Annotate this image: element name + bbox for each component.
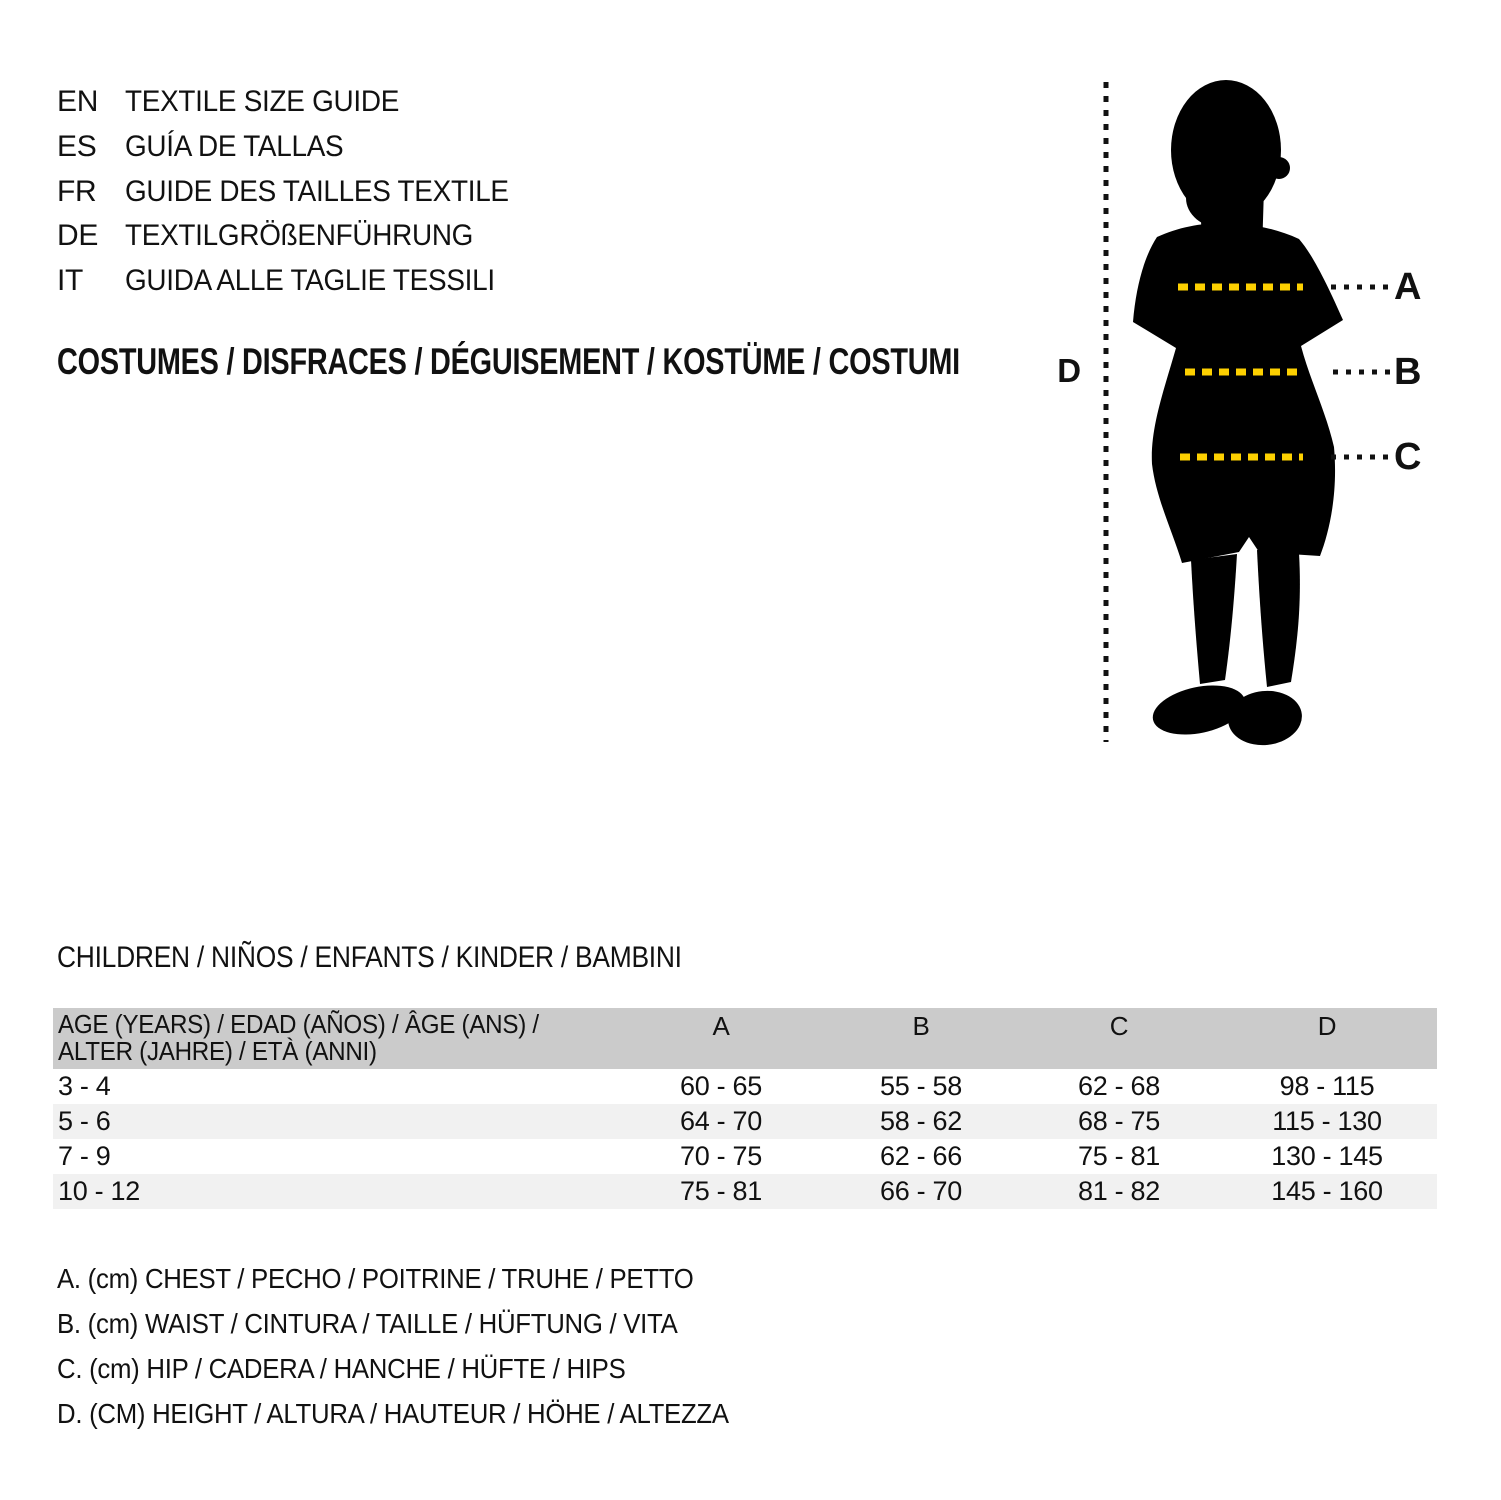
language-code: FR: [57, 174, 97, 208]
column-header-d: D: [1317, 1011, 1337, 1041]
language-row-de: [57, 214, 538, 259]
age-column-header: [53, 1008, 621, 1069]
language-code: EN: [57, 85, 99, 119]
size-table-row: [53, 1174, 1437, 1209]
age-header-line2: ALTER (JAHRE) / ETÀ (ANNI): [58, 1036, 377, 1066]
legend-item-height: D. (CM) HEIGHT / ALTURA / HAUTEUR / HÖHE / ALTEZZA: [57, 1398, 729, 1429]
waist-range: 58 - 62: [880, 1106, 962, 1136]
language-code: IT: [57, 264, 84, 298]
age-value: 3 - 4: [58, 1071, 111, 1101]
waist-range: 66 - 70: [880, 1176, 962, 1206]
hip-range: 75 - 81: [1078, 1141, 1160, 1171]
size-table-row: [53, 1104, 1437, 1139]
language-row-es: [57, 125, 538, 170]
age-value: 10 - 12: [58, 1176, 140, 1206]
chest-range: 60 - 65: [680, 1071, 762, 1101]
child-silhouette: [1133, 80, 1343, 749]
marker-label-d: D: [1057, 352, 1081, 389]
marker-label-c: C: [1394, 436, 1422, 478]
age-header-line1: AGE (YEARS) / EDAD (AÑOS) / ÂGE (ANS) /: [58, 1009, 539, 1039]
waist-range: 55 - 58: [880, 1071, 962, 1101]
category-title: COSTUMES / DISFRACES / DÉGUISEMENT / KOSTÜME / COSTUMI: [57, 341, 960, 382]
language-row-fr: [57, 169, 538, 214]
age-value: 7 - 9: [58, 1141, 111, 1171]
chest-range: 64 - 70: [680, 1106, 762, 1136]
language-title: GUIDE DES TAILLES TEXTILE: [125, 174, 509, 208]
language-row-en: [57, 80, 538, 125]
size-table-header-row: [53, 1008, 1437, 1069]
age-value: 5 - 6: [58, 1106, 111, 1136]
height-range: 130 - 145: [1271, 1141, 1383, 1171]
hip-range: 68 - 75: [1078, 1106, 1160, 1136]
waist-range: 62 - 66: [880, 1141, 962, 1171]
column-header-c: C: [1109, 1011, 1129, 1041]
table-section-title: CHILDREN / NIÑOS / ENFANTS / KINDER / BAMBINI: [57, 941, 682, 974]
language-title-list: [57, 80, 538, 303]
height-range: 115 - 130: [1272, 1106, 1382, 1136]
marker-label-b: B: [1394, 351, 1422, 393]
column-header-a: A: [712, 1011, 730, 1041]
measurement-figure: [1050, 60, 1501, 760]
hip-range: 81 - 82: [1078, 1176, 1160, 1206]
size-table-row: [53, 1139, 1437, 1174]
legend-item-chest: A. (cm) CHEST / PECHO / POITRINE / TRUHE / PETTO: [57, 1263, 694, 1294]
language-code: DE: [57, 219, 99, 253]
language-title: TEXTILGRÖßENFÜHRUNG: [125, 219, 474, 253]
height-range: 145 - 160: [1271, 1176, 1383, 1206]
size-table-row: [53, 1069, 1437, 1104]
language-title: TEXTILE SIZE GUIDE: [125, 85, 400, 119]
language-title: GUÍA DE TALLAS: [125, 130, 344, 164]
chest-range: 70 - 75: [680, 1141, 762, 1171]
chest-range: 75 - 81: [680, 1176, 762, 1206]
size-table: [53, 1008, 1437, 1209]
height-range: 98 - 115: [1279, 1071, 1375, 1101]
measurement-legend: [57, 1256, 787, 1436]
language-code: ES: [57, 130, 97, 164]
legend-item-waist: B. (cm) WAIST / CINTURA / TAILLE / HÜFTUNG / VITA: [57, 1308, 678, 1339]
language-title: GUIDA ALLE TAGLIE TESSILI: [125, 264, 495, 298]
column-header-b: B: [912, 1011, 930, 1041]
language-row-it: [57, 259, 538, 304]
hip-range: 62 - 68: [1078, 1071, 1160, 1101]
marker-label-a: A: [1394, 266, 1422, 308]
child-silhouette-graphic: [1050, 60, 1501, 760]
legend-item-hip: C. (cm) HIP / CADERA / HANCHE / HÜFTE / HIPS: [57, 1353, 626, 1384]
